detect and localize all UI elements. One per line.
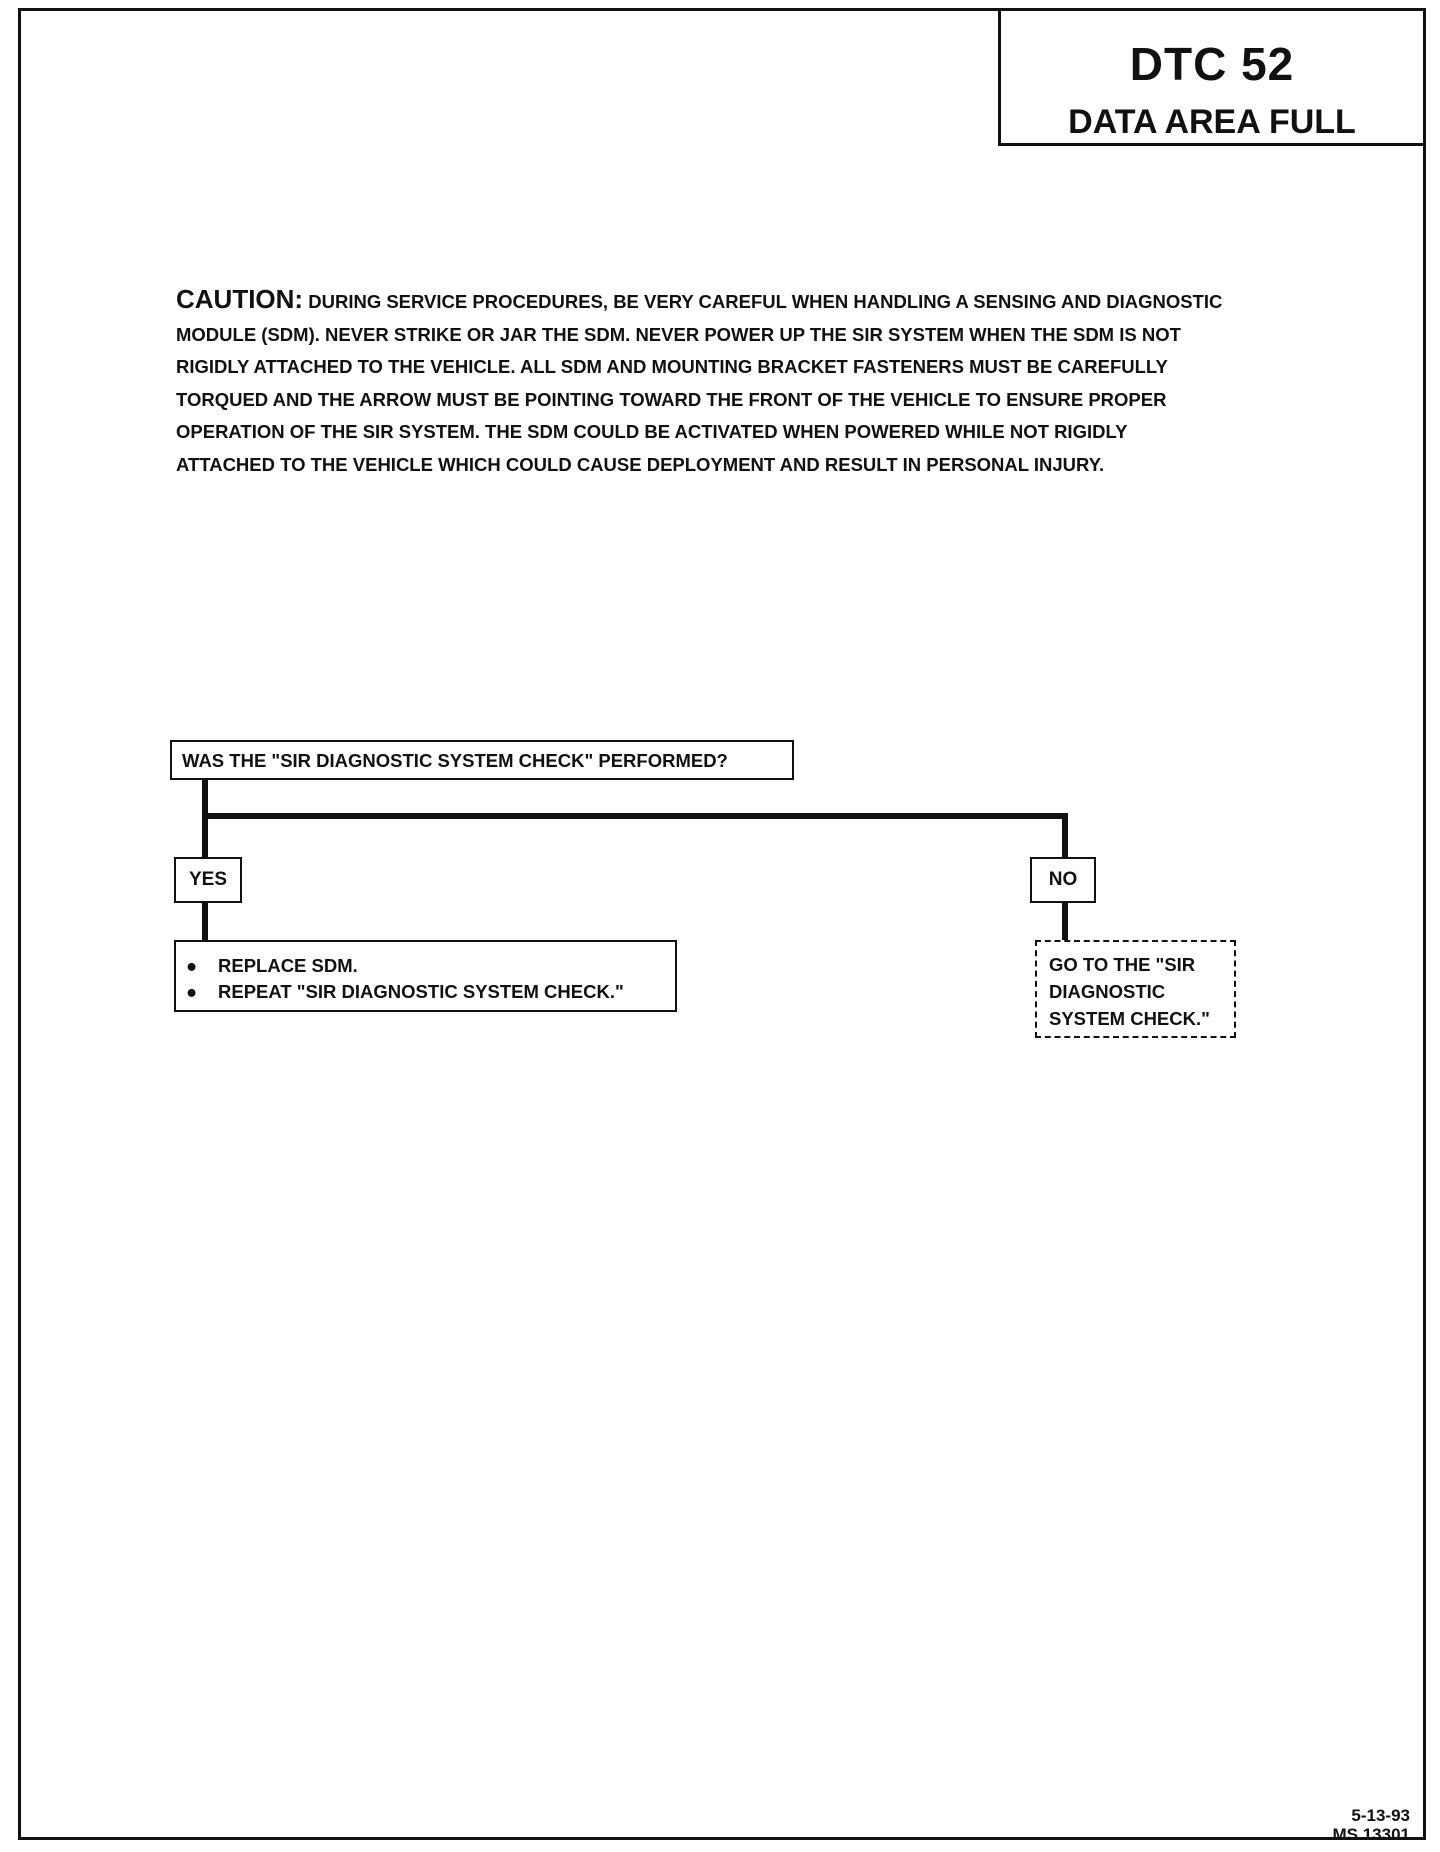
connector-yes-action [202,903,208,940]
caution-notice [176,283,1336,481]
connector-no-action [1062,903,1068,940]
no-action-line: GO TO THE "SIR [1049,954,1196,975]
list-item [186,979,675,1005]
footer-date: 5-13-93 [1351,1806,1410,1825]
no-action-box [1035,940,1236,1038]
dtc-code: DTC 52 [1129,38,1295,90]
no-label: NO [1030,857,1096,903]
caution-line [176,283,1336,319]
decision-question: WAS THE "SIR DIAGNOSTIC SYSTEM CHECK" PERFORMED? [170,740,794,780]
caution-label: CAUTION: [176,284,304,314]
title-box [998,8,1426,146]
caution-line: RIGIDLY ATTACHED TO THE VEHICLE. ALL SDM AND MOUNTING BRACKET FASTENERS MUST BE CAREFULLY [176,356,1168,377]
action-text: REPEAT "SIR DIAGNOSTIC SYSTEM CHECK." [218,981,624,1002]
caution-line: MODULE (SDM). NEVER STRIKE OR JAR THE SDM. NEVER POWER UP THE SIR SYSTEM WHEN THE SDM IS NOT [176,323,1181,345]
connector-horizontal [202,813,1068,819]
dtc-description: DATA AREA FULL [1068,103,1356,141]
bullet-icon: ● [186,981,198,1002]
footer-ref-number: MS 13301 [1332,1825,1410,1844]
no-action-line: DIAGNOSTIC [1049,981,1166,1002]
bullet-icon: ● [186,955,198,976]
caution-text: DURING SERVICE PROCEDURES, BE VERY CAREFUL WHEN HANDLING A SENSING AND DIAGNOSTIC [308,291,1223,312]
no-action-line: SYSTEM CHECK." [1049,1008,1210,1029]
caution-line: OPERATION OF THE SIR SYSTEM. THE SDM COULD BE ACTIVATED WHEN POWERED WHILE NOT RIGIDLY [176,421,1128,442]
connector-no-down [1062,813,1068,857]
action-text: REPLACE SDM. [218,955,358,976]
yes-action-box [174,940,677,1012]
caution-line: ATTACHED TO THE VEHICLE WHICH COULD CAUSE DEPLOYMENT AND RESULT IN PERSONAL INJURY. [176,453,1105,475]
caution-line: TORQUED AND THE ARROW MUST BE POINTING TOWARD THE FRONT OF THE VEHICLE TO ENSURE PROPER [176,388,1167,410]
list-item [186,953,675,979]
yes-label: YES [174,857,242,903]
footer-reference [1333,1806,1411,1844]
